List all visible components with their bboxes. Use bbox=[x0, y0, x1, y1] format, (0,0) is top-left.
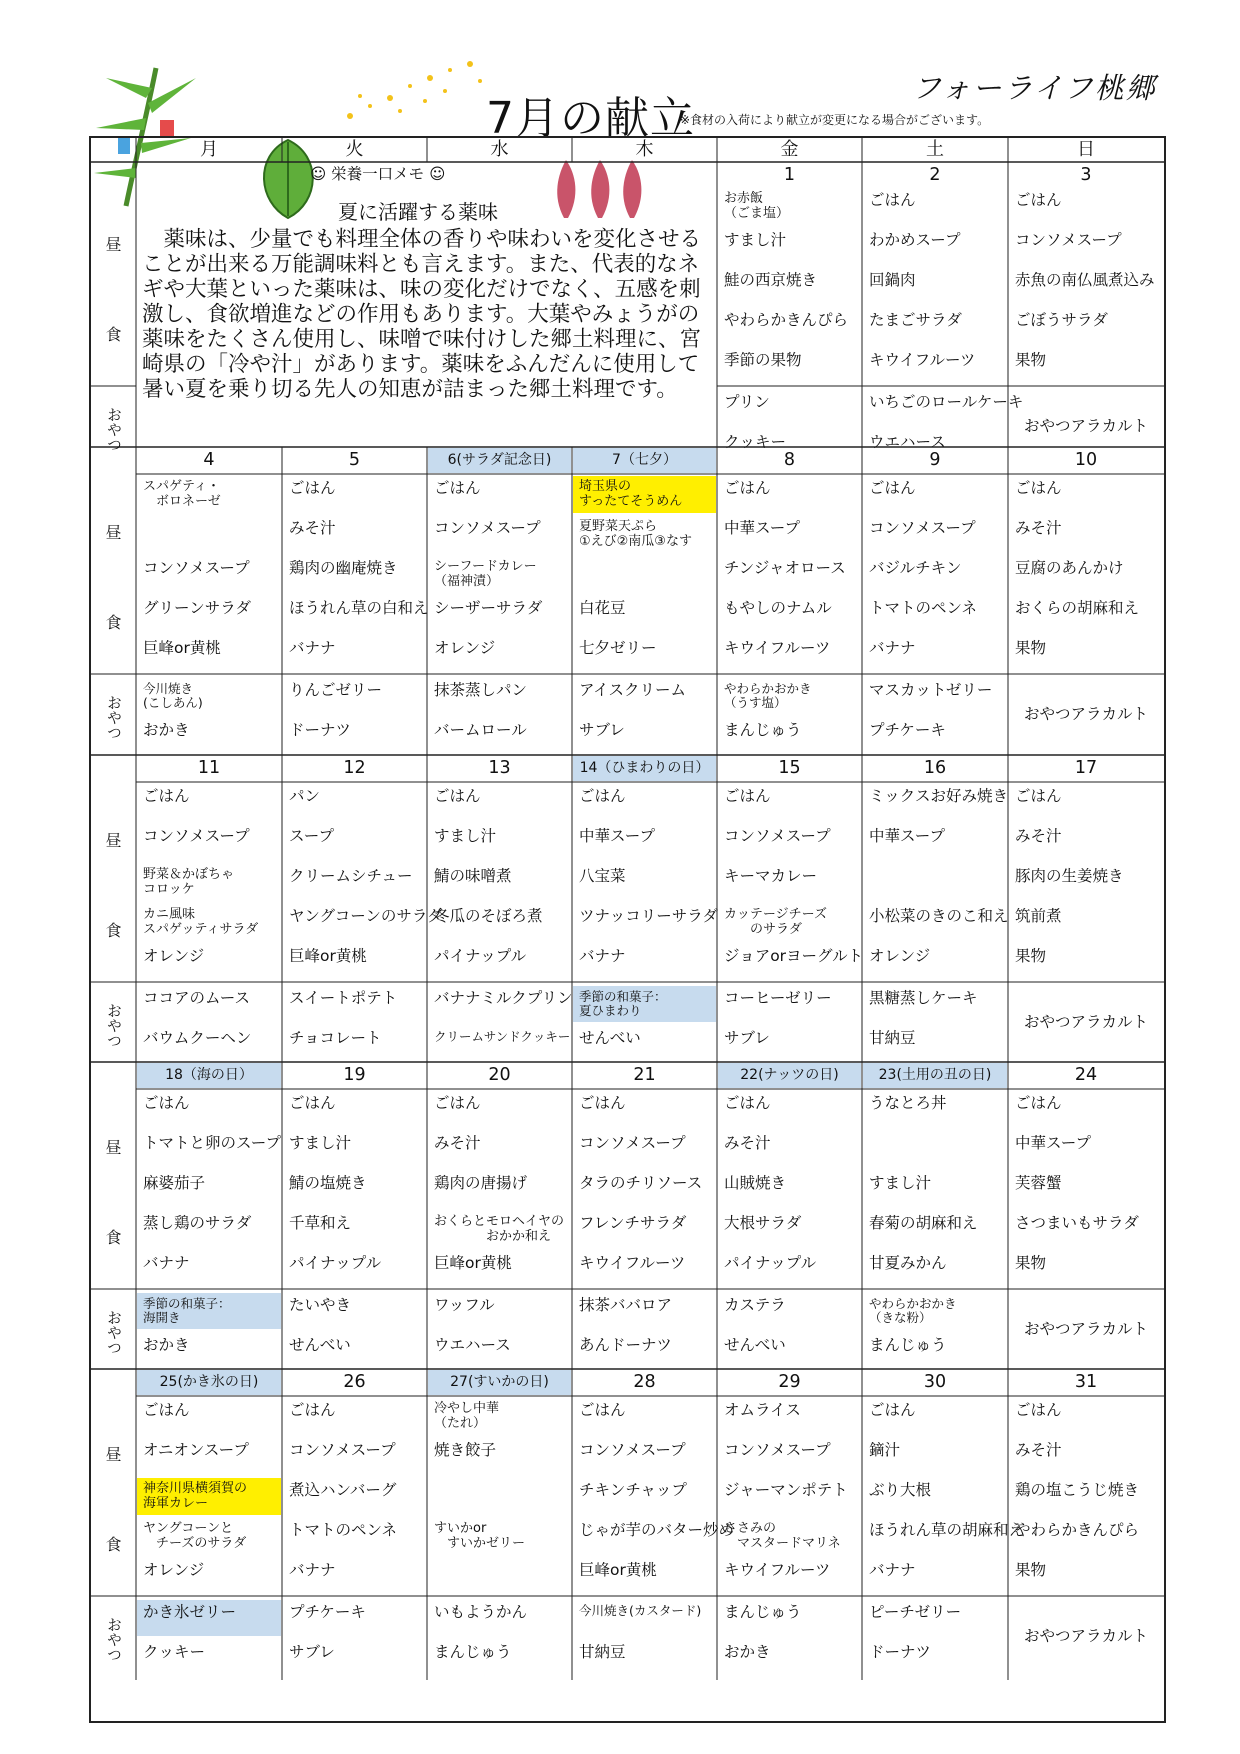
meal-item: コンソメスープ bbox=[579, 1134, 686, 1152]
meal-item: ごはん bbox=[434, 1094, 481, 1112]
snack-item: 季節の和菓子： 海開き bbox=[137, 1293, 281, 1329]
meal-item: トマトと卵のスープ bbox=[143, 1134, 281, 1152]
meal-item: さつまいもサラダ bbox=[1015, 1214, 1139, 1232]
day-number: 12 bbox=[343, 758, 366, 778]
meal-item: お赤飯 （ごま塩） bbox=[724, 191, 790, 221]
meal-item bbox=[863, 1131, 1007, 1168]
meal-item: もやしのナムル bbox=[724, 599, 832, 617]
meal-item: 果物 bbox=[1015, 947, 1047, 965]
day-number: 9 bbox=[929, 450, 941, 470]
weekday-header: 木 bbox=[635, 139, 654, 160]
weekday-header: 金 bbox=[780, 139, 799, 160]
day-number: 24 bbox=[1074, 1065, 1098, 1085]
day-number: 26 bbox=[343, 1372, 366, 1392]
weekday-header: 火 bbox=[345, 139, 364, 160]
meal-item: みそ汁 bbox=[1015, 519, 1062, 537]
notice-text: ※食材の入荷により献立が変更になる場合がございます。 bbox=[680, 113, 990, 127]
meal-item: みそ汁 bbox=[1015, 827, 1062, 845]
meal-item: 果物 bbox=[1015, 639, 1047, 657]
snack-item: サブレ bbox=[579, 721, 625, 739]
meal-item: ごはん bbox=[1015, 191, 1062, 209]
snack-item: せんべい bbox=[579, 1029, 641, 1047]
day-number: 21 bbox=[633, 1065, 656, 1085]
meal-item: ほうれん草の白和え bbox=[289, 599, 429, 617]
meal-item: キウイフルーツ bbox=[579, 1254, 686, 1272]
meal-item: ぶり大根 bbox=[869, 1481, 932, 1499]
meal-item: ごはん bbox=[724, 787, 771, 805]
snack-item: バウムクーヘン bbox=[143, 1029, 252, 1047]
lunch-label: 食 bbox=[105, 921, 122, 940]
meal-item: 冷やし中華 （たれ） bbox=[434, 1401, 500, 1431]
meal-item: 山賊焼き bbox=[724, 1174, 787, 1192]
lunch-label: 食 bbox=[105, 613, 122, 632]
meal-item: トマトのペンネ bbox=[869, 599, 978, 617]
snack-item: プチケーキ bbox=[289, 1603, 366, 1621]
meal-item: パイナップル bbox=[289, 1254, 382, 1272]
day-number: 23(土用の丑の日) bbox=[863, 1063, 1007, 1088]
meal-item: 豆腐のあんかけ bbox=[1015, 559, 1124, 577]
meal-item: 鏑汁 bbox=[869, 1441, 901, 1459]
day-number: 17 bbox=[1074, 758, 1098, 778]
day-number: 1 bbox=[783, 165, 796, 185]
meal-item: コンソメスープ bbox=[1015, 231, 1122, 249]
meal-item: オニオンスープ bbox=[143, 1441, 249, 1459]
snack-item: まんじゅう bbox=[434, 1643, 512, 1661]
meal-item: 回鍋肉 bbox=[869, 271, 916, 289]
meal-item: バナナ bbox=[143, 1254, 190, 1272]
snack-item: おかき bbox=[143, 721, 190, 739]
meal-item: オレンジ bbox=[869, 947, 931, 965]
meal-item: 千草和え bbox=[289, 1214, 352, 1232]
meal-item: 巨峰or黄桃 bbox=[579, 1561, 657, 1579]
snack-item: 今川焼き(カスタード) bbox=[579, 1603, 702, 1618]
meal-item: オムライス bbox=[724, 1401, 801, 1419]
meal-item: ごはん bbox=[434, 787, 481, 805]
meal-item: うなとろ丼 bbox=[869, 1094, 947, 1112]
day-number: 20 bbox=[488, 1065, 511, 1085]
snack-item: 黒糖蒸しケーキ bbox=[869, 989, 978, 1007]
meal-item: みそ汁 bbox=[289, 519, 336, 537]
weekday-header: 月 bbox=[200, 139, 218, 160]
day-number: 28 bbox=[633, 1372, 656, 1392]
snack-item: いもようかん bbox=[434, 1603, 528, 1621]
meal-item: ごはん bbox=[869, 1401, 916, 1419]
brand-logo: フォーライフ桃郷 bbox=[912, 71, 1157, 105]
meal-item: すいかor すいかゼリー bbox=[434, 1521, 526, 1551]
meal-item: チキンチャップ bbox=[579, 1481, 687, 1499]
snack-item: 甘納豆 bbox=[869, 1029, 916, 1047]
meal-item: パン bbox=[289, 787, 321, 805]
meal-item: キーマカレー bbox=[724, 867, 818, 885]
meal-item: 野菜＆かぼちゃ コロッケ bbox=[143, 867, 235, 897]
meal-item: ジャーマンポテト bbox=[724, 1481, 848, 1499]
day-number: 25(かき氷の日) bbox=[137, 1370, 281, 1395]
day-number: 29 bbox=[778, 1372, 801, 1392]
meal-item: ごはん bbox=[289, 479, 336, 497]
meal-item: みそ汁 bbox=[1015, 1441, 1062, 1459]
meal-item: おくらの胡麻和え bbox=[1015, 599, 1140, 617]
meal-item: カッテージチーズ のサラダ bbox=[724, 907, 827, 937]
snack-item: まんじゅう bbox=[724, 1603, 802, 1621]
snack-item: 甘納豆 bbox=[579, 1643, 626, 1661]
meal-item: コンソメスープ bbox=[143, 559, 250, 577]
meal-item: 中華スープ bbox=[579, 827, 655, 845]
day-number: 6(サラダ記念日) bbox=[428, 448, 571, 473]
snack-item: おやつアラカルト bbox=[1023, 417, 1148, 435]
smile-right-icon: ☺ bbox=[429, 165, 446, 183]
snack-item: ドーナツ bbox=[289, 721, 351, 739]
snack-item: 季節の和菓子： 夏ひまわり bbox=[573, 986, 716, 1022]
meal-item: 白花豆 bbox=[579, 599, 626, 617]
memo-body: 薬味は、少量でも料理全体の香りや味わいを変化させることが出来る万能調味料とも言えます。また、代表的なネギや大葉といった薬味は、味の変化だけでなく、五感を刺激し、食欲増進などの作用もあります。大葉やみょうがの薬味をたくさん使用し、味噌で味付けした郷土料理に、宮崎県の「冷や汁」があります。薬味をふんだんに使用して暑い夏を乗り切る先人の知恵が詰まった郷土料理です。 bbox=[142, 227, 702, 402]
meal-item: ごはん bbox=[289, 1094, 336, 1112]
meal-item: ごはん bbox=[869, 191, 916, 209]
meal-item: ミックスお好み焼き bbox=[869, 787, 1009, 805]
snack-item: かき氷ゼリー bbox=[137, 1600, 281, 1636]
lunch-label: 昼 bbox=[105, 1445, 122, 1464]
meal-item: バナナ bbox=[869, 1561, 916, 1579]
meal-item: ごはん bbox=[579, 1401, 626, 1419]
snack-item: アイスクリーム bbox=[579, 681, 686, 699]
meal-item: コンソメスープ bbox=[143, 827, 250, 845]
meal-item: 巨峰or黄桃 bbox=[143, 639, 221, 657]
lunch-label: 昼 bbox=[105, 1138, 122, 1157]
meal-item: キウイフルーツ bbox=[724, 639, 831, 657]
meal-item: ヤングコーンのサラダ bbox=[289, 907, 443, 925]
lunch-label: 昼 bbox=[105, 831, 122, 850]
day-number: 22(ナッツの日) bbox=[718, 1063, 861, 1088]
snack-item: やわらかおかき （うす塩） bbox=[724, 681, 812, 711]
meal-item: すまし汁 bbox=[869, 1174, 932, 1192]
meal-item: バナナ bbox=[289, 1561, 336, 1579]
meal-item: コンソメスープ bbox=[289, 1441, 396, 1459]
snack-item: バームロール bbox=[434, 721, 527, 739]
day-number: 11 bbox=[197, 758, 221, 778]
meal-item: グリーンサラダ bbox=[143, 599, 252, 617]
snack-label: おやつ bbox=[105, 1002, 123, 1048]
meal-item: 中華スープ bbox=[1015, 1134, 1091, 1152]
snack-item: スイートポテト bbox=[289, 989, 398, 1007]
meal-item: 小松菜のきのこ和え bbox=[869, 907, 1009, 925]
page-title: 7月の献立 bbox=[486, 93, 695, 144]
meal-item: フレンチサラダ bbox=[579, 1214, 687, 1232]
meal-item: ごはん bbox=[143, 1094, 190, 1112]
day-number: 14（ひまわりの日） bbox=[573, 756, 716, 781]
snack-item: おかき bbox=[724, 1643, 771, 1661]
meal-item: ほうれん草の胡麻和え bbox=[869, 1521, 1025, 1539]
meal-item: シーフードカレー （福神漬） bbox=[434, 559, 537, 589]
snack-label: おやつ bbox=[105, 406, 123, 452]
meal-item: 埼玉県の すったてそうめん bbox=[573, 476, 716, 513]
snack-item: やわらかおかき （きな粉） bbox=[869, 1296, 957, 1326]
snack-item: おやつアラカルト bbox=[1023, 1627, 1148, 1645]
day-number: 16 bbox=[923, 758, 947, 778]
meal-item: ごはん bbox=[1015, 1094, 1062, 1112]
meal-item: コンソメスープ bbox=[724, 827, 831, 845]
meal-item: 季節の果物 bbox=[724, 351, 802, 369]
meal-item: やわらかきんぴら bbox=[1015, 1521, 1140, 1539]
meal-item: 七夕ゼリー bbox=[579, 639, 657, 657]
day-number: 8 bbox=[783, 450, 796, 470]
snack-item: せんべい bbox=[724, 1336, 786, 1354]
meal-item: 芙蓉蟹 bbox=[1015, 1174, 1062, 1192]
lunch-label: 昼 bbox=[105, 235, 122, 254]
meal-item: 焼き餃子 bbox=[434, 1441, 497, 1459]
meal-item: 煮込ハンバーグ bbox=[289, 1481, 397, 1499]
snack-item: プリン bbox=[724, 393, 770, 411]
meal-item: ささみの マスタードマリネ bbox=[724, 1521, 841, 1551]
snack-item: クッキー bbox=[143, 1643, 206, 1661]
meal-item: バジルチキン bbox=[869, 559, 962, 577]
day-number: 13 bbox=[488, 758, 511, 778]
day-number: 5 bbox=[348, 450, 361, 470]
day-number: 4 bbox=[203, 450, 215, 470]
day-number: 18（海の日） bbox=[137, 1063, 281, 1088]
snack-item: あんドーナツ bbox=[579, 1336, 672, 1354]
snack-item: ココアのムース bbox=[143, 989, 250, 1007]
meal-item: やわらかきんぴら bbox=[724, 311, 849, 329]
snack-item: 抹茶蒸しパン bbox=[434, 681, 528, 699]
meal-item: おくらとモロヘイヤの おかか和え bbox=[434, 1214, 565, 1244]
day-number: 15 bbox=[778, 758, 801, 778]
meal-item: 八宝菜 bbox=[579, 867, 626, 885]
meal-item: 赤魚の南仏風煮込み bbox=[1015, 271, 1155, 289]
day-number: 2 bbox=[929, 165, 941, 185]
meal-item: じゃが芋のバター炒め bbox=[579, 1521, 735, 1539]
meal-item: 巨峰or黄桃 bbox=[434, 1254, 512, 1272]
snack-item: いちごのロールケーキ bbox=[869, 393, 1024, 411]
meal-item: ジョアorヨーグルト bbox=[724, 947, 864, 965]
meal-item bbox=[428, 1558, 571, 1595]
day-number: 30 bbox=[923, 1372, 947, 1392]
snack-item: おやつアラカルト bbox=[1023, 705, 1148, 723]
meal-item: パイナップル bbox=[434, 947, 527, 965]
meal-item: キウイフルーツ bbox=[724, 1561, 831, 1579]
meal-item: ごはん bbox=[434, 479, 481, 497]
lunch-label: 食 bbox=[105, 1535, 122, 1554]
snack-item: おかき bbox=[143, 1336, 190, 1354]
meal-item: キウイフルーツ bbox=[869, 351, 976, 369]
menu-calendar bbox=[91, 138, 1164, 1721]
lunch-label: 昼 bbox=[105, 523, 122, 542]
meal-item: 巨峰or黄桃 bbox=[289, 947, 367, 965]
meal-item: ごはん bbox=[1015, 479, 1062, 497]
meal-item: ごはん bbox=[724, 1094, 771, 1112]
meal-item: 中華スープ bbox=[869, 827, 945, 845]
snack-item: クリームサンドクッキー bbox=[434, 1029, 571, 1044]
meal-item: ごはん bbox=[579, 1094, 626, 1112]
day-number: 3 bbox=[1080, 165, 1092, 185]
meal-item: ごぼうサラダ bbox=[1015, 311, 1108, 329]
snack-item: サブレ bbox=[724, 1029, 770, 1047]
meal-item: みそ汁 bbox=[724, 1134, 771, 1152]
snack-label: おやつ bbox=[105, 1616, 123, 1662]
snack-item: 今川焼き (こしあん) bbox=[143, 681, 203, 711]
meal-item: コンソメスープ bbox=[579, 1441, 686, 1459]
snack-item: サブレ bbox=[289, 1643, 335, 1661]
meal-item: 鶏肉の唐揚げ bbox=[434, 1174, 528, 1192]
snack-item: クッキー bbox=[724, 433, 787, 451]
snack-item: マスカットゼリー bbox=[869, 681, 993, 699]
meal-item: 鶏肉の幽庵焼き bbox=[289, 559, 398, 577]
meal-item: ツナッコリーサラダ bbox=[579, 907, 719, 925]
snack-item: おやつアラカルト bbox=[1023, 1320, 1148, 1338]
meal-item: 豚肉の生姜焼き bbox=[1015, 867, 1124, 885]
meal-item: 蒸し鶏のサラダ bbox=[143, 1214, 252, 1232]
meal-item: 冬瓜のそぼろ煮 bbox=[434, 907, 543, 925]
meal-item: トマトのペンネ bbox=[289, 1521, 398, 1539]
meal-item bbox=[573, 556, 716, 593]
meal-item: バナナ bbox=[289, 639, 336, 657]
meal-item: ごはん bbox=[289, 1401, 336, 1419]
meal-item: 果物 bbox=[1015, 1561, 1047, 1579]
meal-item: ごはん bbox=[1015, 787, 1062, 805]
meal-item bbox=[863, 864, 1007, 901]
meal-item: みそ汁 bbox=[434, 1134, 481, 1152]
memo-heading-text: 栄養一口メモ bbox=[331, 165, 425, 183]
meal-item: スパゲティ・ ボロネーゼ bbox=[143, 479, 221, 509]
snack-item: まんじゅう bbox=[869, 1336, 947, 1354]
meal-item: 果物 bbox=[1015, 1254, 1047, 1272]
snack-item: バナナミルクプリン bbox=[434, 989, 573, 1007]
snack-item: コーヒーゼリー bbox=[724, 989, 832, 1007]
meal-item: ごはん bbox=[143, 1401, 190, 1419]
meal-item: スープ bbox=[289, 827, 334, 845]
snack-item: 抹茶ババロア bbox=[579, 1296, 673, 1314]
meal-item: 甘夏みかん bbox=[869, 1254, 947, 1272]
weekday-header: 土 bbox=[926, 139, 944, 160]
meal-item: チンジャオロース bbox=[724, 559, 846, 577]
day-number: 10 bbox=[1074, 450, 1098, 470]
meal-item: 春菊の胡麻和え bbox=[869, 1214, 978, 1232]
weekday-header: 日 bbox=[1077, 139, 1095, 160]
meal-item: カニ風味 スパゲッティサラダ bbox=[143, 907, 259, 937]
meal-item: すまし汁 bbox=[434, 827, 497, 845]
smile-left-icon: ☺ bbox=[310, 165, 327, 183]
day-number: 31 bbox=[1074, 1372, 1098, 1392]
snack-label: おやつ bbox=[105, 1309, 123, 1355]
meal-item: ごはん bbox=[579, 787, 626, 805]
meal-item: ごはん bbox=[1015, 1401, 1062, 1419]
meal-item: すまし汁 bbox=[724, 231, 787, 249]
meal-item: 神奈川県横須賀の 海軍カレー bbox=[137, 1478, 281, 1515]
snack-item: プチケーキ bbox=[869, 721, 946, 739]
meal-item: ごはん bbox=[724, 479, 771, 497]
meal-item: 鯖の塩焼き bbox=[289, 1174, 367, 1192]
meal-item: コンソメスープ bbox=[869, 519, 976, 537]
meal-item: タラのチリソース bbox=[579, 1174, 703, 1192]
stars-decoration-icon bbox=[330, 56, 490, 126]
meal-item bbox=[428, 1478, 571, 1515]
snack-item: ウエハース bbox=[434, 1336, 511, 1354]
meal-item: クリームシチュー bbox=[289, 867, 413, 885]
snack-item: カステラ bbox=[724, 1296, 786, 1314]
weekday-header: 水 bbox=[490, 139, 509, 160]
snack-item: たいやき bbox=[289, 1296, 352, 1314]
meal-item: コンソメスープ bbox=[724, 1441, 831, 1459]
meal-item: オレンジ bbox=[143, 947, 205, 965]
meal-item: シーザーサラダ bbox=[434, 599, 543, 617]
snack-label: おやつ bbox=[105, 694, 123, 740]
meal-item: 夏野菜天ぷら ①えび②南瓜③なす bbox=[579, 519, 692, 549]
memo-title: 夏に活躍する薬味 bbox=[338, 200, 498, 224]
meal-item: 鶏の塩こうじ焼き bbox=[1015, 1481, 1140, 1499]
snack-item: りんごゼリー bbox=[289, 681, 383, 699]
snack-item: せんべい bbox=[289, 1336, 351, 1354]
meal-item: 鮭の西京焼き bbox=[724, 271, 818, 289]
snack-item: まんじゅう bbox=[724, 721, 802, 739]
meal-item: 筑前煮 bbox=[1015, 907, 1062, 925]
meal-item: 中華スープ bbox=[724, 519, 800, 537]
snack-item: ドーナツ bbox=[869, 1643, 931, 1661]
snack-item: ワッフル bbox=[434, 1296, 495, 1314]
day-number: 7（七夕） bbox=[573, 448, 716, 473]
meal-item: パイナップル bbox=[724, 1254, 817, 1272]
snack-item: チョコレート bbox=[289, 1029, 382, 1047]
meal-item: コンソメスープ bbox=[434, 519, 541, 537]
meal-item: バナナ bbox=[869, 639, 916, 657]
meal-item: たまごサラダ bbox=[869, 311, 962, 329]
meal-item: バナナ bbox=[579, 947, 626, 965]
meal-item: 大根サラダ bbox=[724, 1214, 802, 1232]
meal-item: オレンジ bbox=[143, 1561, 205, 1579]
meal-item: 鯖の味噌煮 bbox=[434, 867, 512, 885]
snack-item: ウエハース bbox=[869, 433, 946, 451]
meal-item: ごはん bbox=[869, 479, 916, 497]
meal-item: オレンジ bbox=[434, 639, 496, 657]
day-number: 19 bbox=[343, 1065, 366, 1085]
meal-item: ごはん bbox=[143, 787, 190, 805]
lunch-label: 食 bbox=[105, 325, 122, 344]
snack-item: おやつアラカルト bbox=[1023, 1013, 1148, 1031]
lunch-label: 食 bbox=[105, 1228, 122, 1247]
meal-item: 果物 bbox=[1015, 351, 1047, 369]
meal-item: ヤングコーンと チーズのサラダ bbox=[143, 1521, 247, 1551]
snack-item: ピーチゼリー bbox=[869, 1603, 962, 1621]
meal-item: 麻婆茄子 bbox=[143, 1174, 206, 1192]
meal-item bbox=[137, 516, 281, 553]
day-number: 27(すいかの日) bbox=[428, 1370, 571, 1395]
meal-item: すまし汁 bbox=[289, 1134, 352, 1152]
meal-item: わかめスープ bbox=[869, 231, 961, 249]
